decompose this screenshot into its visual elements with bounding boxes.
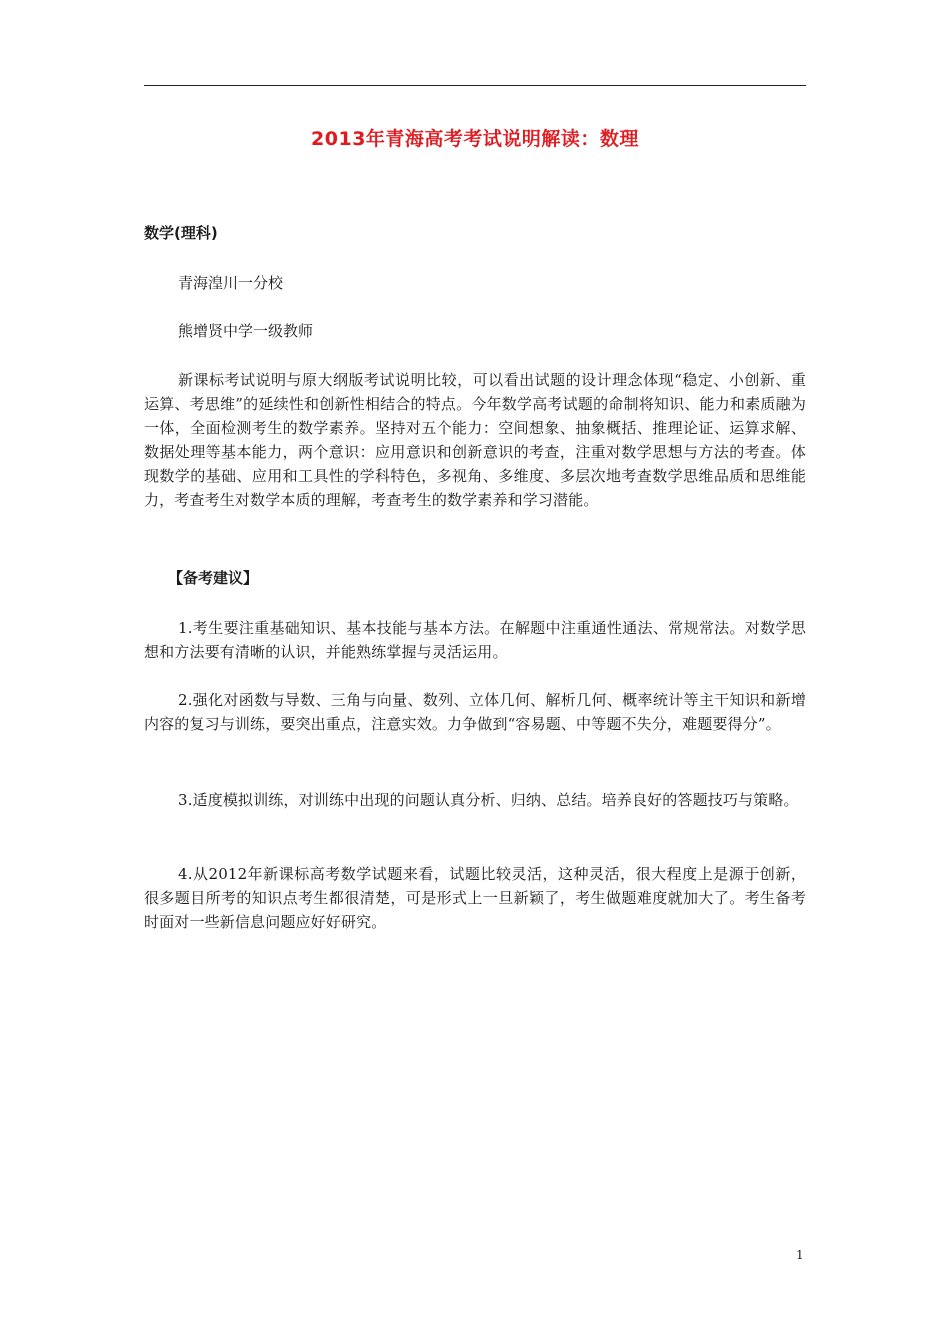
header-rule xyxy=(144,85,806,86)
school-name: 青海湟川一分校 xyxy=(178,274,284,292)
document-title: 2013年青海高考考试说明解读：数理 xyxy=(311,128,639,150)
author-line: 熊增贤中学一级教师 xyxy=(178,322,314,340)
advice-item-2: 2.强化对函数与导数、三角与向量、数列、立体几何、解析几何、概率统计等主干知识和新增内容的复习与训练，要突出重点，注意实效。力争做到“容易题、中等题不失分，难题要得分”。 xyxy=(144,691,806,733)
advice-item-4: 4.从2012年新课标高考数学试题来看，试题比较灵活，这种灵活，很大程度上是源于创新，很多题目所考的知识点考生都很清楚，可是形式上一旦新颖了，考生做题难度就加大了。考生备考时面对一些新信息问题应好好研究。 xyxy=(144,865,806,931)
intro-paragraph: 新课标考试说明与原大纲版考试说明比较，可以看出试题的设计理念体现“稳定、小创新、重运算、考思维”的延续性和创新性相结合的特点。今年数学高考试题的命制将知识、能力和素质融为一体，全面检测考生的数学素养。坚持对五个能力：空间想象、抽象概括、推理论证、运算求解、数据处理等基本能力，两个意识：应用意识和创新意识的考查，注重对数学思想与方法的考查。体现数学的基础、应用和工具性的学科特色，多视角、多维度、多层次地考查数学思维品质和思维能力，考查考生对数学本质的理解，考查考生的数学素养和学习潜能。 xyxy=(144,371,806,509)
advice-item-3: 3.适度模拟训练，对训练中出现的问题认真分析、归纳、总结。培养良好的答题技巧与策略。 xyxy=(178,791,799,809)
advice-item-1: 1.考生要注重基础知识、基本技能与基本方法。在解题中注重通性通法、常规常法。对数学思想和方法要有清晰的认识，并能熟练掌握与灵活运用。 xyxy=(144,619,806,661)
advice-heading: 【备考建议】 xyxy=(168,569,259,587)
section-heading: 数学(理科) xyxy=(144,224,218,242)
page-number: 1 xyxy=(796,1248,804,1262)
